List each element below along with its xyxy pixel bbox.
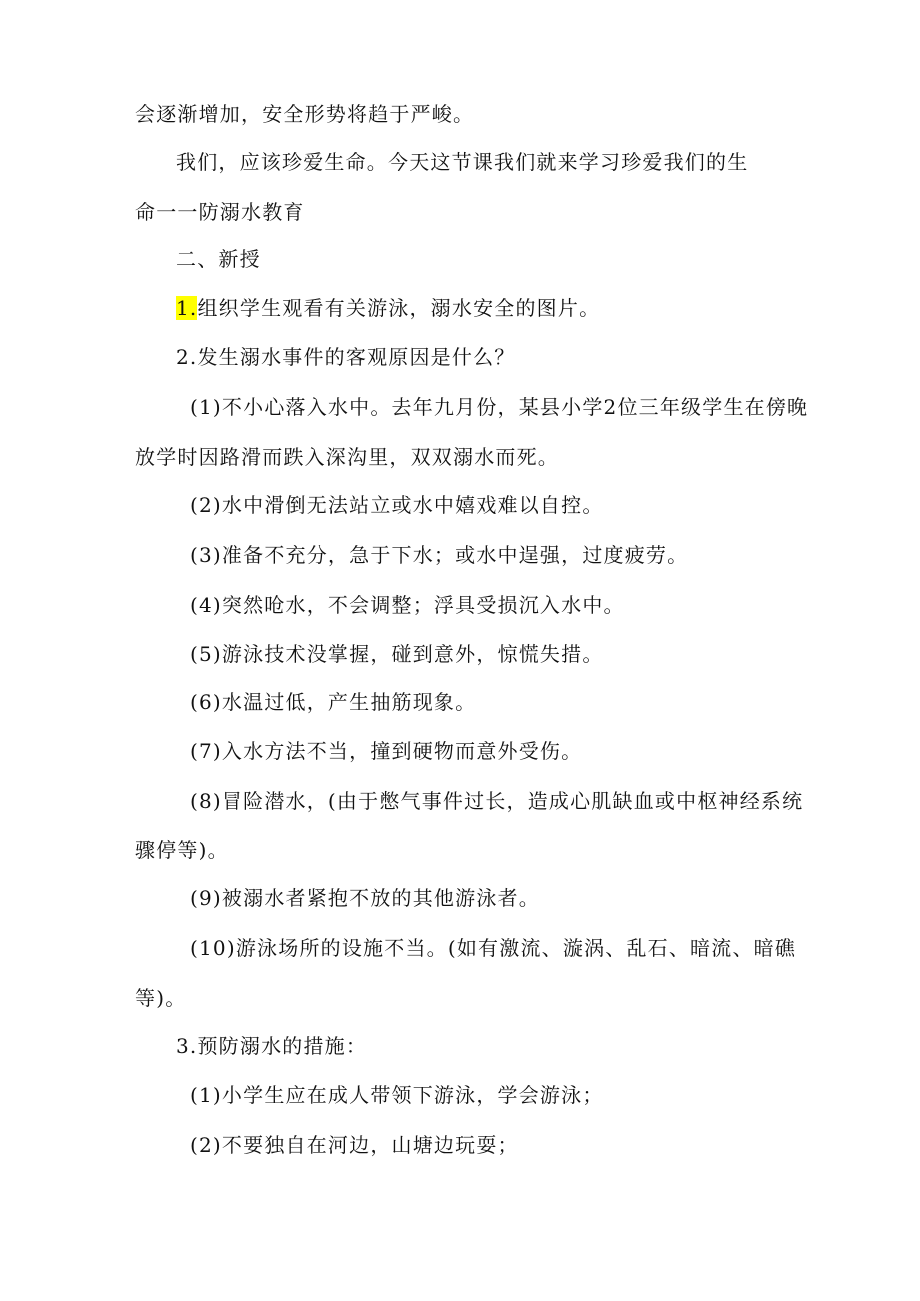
list-item: (3)准备不充分，急于下水；或水中逞强，过度疲劳。 (190, 543, 689, 567)
list-item: (2)不要独自在河边，山塘边玩耍； (190, 1133, 519, 1157)
section-heading: 3.预防溺水的措施： (176, 1034, 368, 1058)
list-item-text: 组织学生观看有关游泳，溺水安全的图片。 (197, 296, 601, 320)
paragraph-line: 等)。 (135, 986, 187, 1010)
list-item: (10)游泳场所的设施不当。(如有激流、漩涡、乱石、暗流、暗礁 (190, 936, 797, 960)
paragraph-line: 我们，应该珍爱生命。今天这节课我们就来学习珍爱我们的生 (176, 150, 749, 174)
list-item: (8)冒险潜水，(由于憋气事件过长，造成心肌缺血或中枢神经系统 (190, 789, 804, 813)
paragraph-line: 骤停等)。 (135, 838, 229, 862)
list-item: 2.发生溺水事件的客观原因是什么？ (176, 345, 516, 369)
list-item (176, 295, 600, 321)
section-heading: 二、新授 (176, 247, 261, 271)
paragraph-line: 放学时因路滑而跌入深沟里，双双溺水而死。 (135, 445, 559, 469)
list-item: (6)水温过低，产生抽筋现象。 (190, 690, 477, 714)
paragraph-line: 会逐渐增加，安全形势将趋于严峻。 (135, 102, 475, 126)
highlighted-number: 1. (176, 296, 198, 320)
list-item: (7)入水方法不当，撞到硬物而意外受伤。 (190, 739, 583, 763)
list-item: (2)水中滑倒无法站立或水中嬉戏难以自控。 (190, 493, 604, 517)
list-item: (4)突然呛水，不会调整；浮具受损沉入水中。 (190, 593, 625, 617)
list-item: (1)小学生应在成人带领下游泳，学会游泳； (190, 1083, 604, 1107)
list-item: (5)游泳技术没掌握，碰到意外，惊慌失措。 (190, 642, 604, 666)
list-item: (9)被溺水者紧抱不放的其他游泳者。 (190, 886, 540, 910)
paragraph-line: 命一一防溺水教育 (135, 200, 305, 224)
list-item: (1)不小心落入水中。去年九月份，某县小学2位三年级学生在傍晚 (190, 395, 809, 419)
